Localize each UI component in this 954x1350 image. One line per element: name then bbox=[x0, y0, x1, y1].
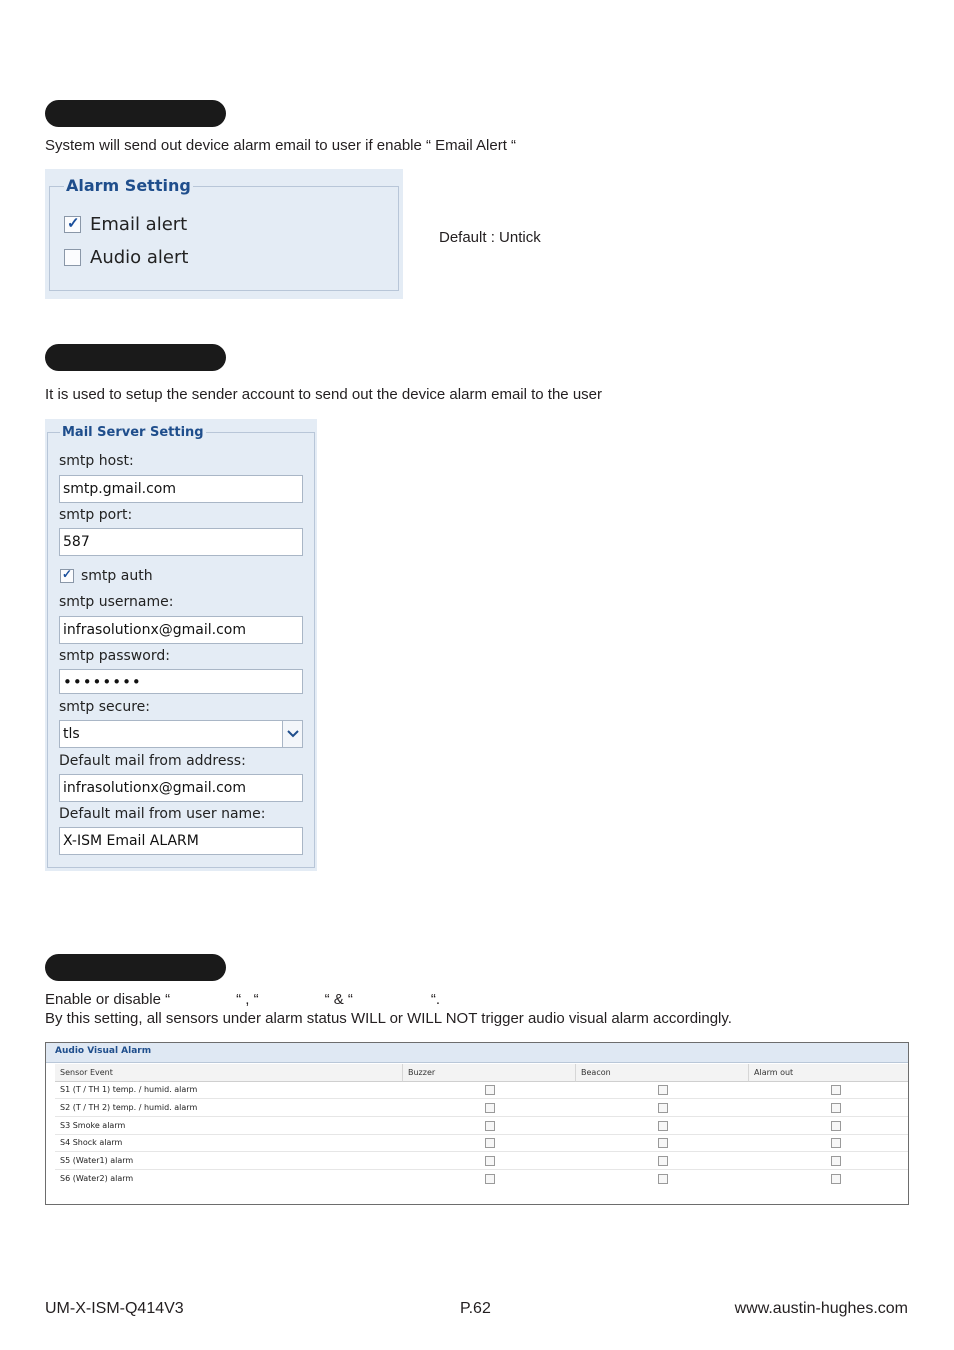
alarm-out-checkbox[interactable] bbox=[831, 1156, 841, 1166]
table-row bbox=[55, 1134, 908, 1152]
from-address-label: Default mail from address: bbox=[59, 753, 246, 769]
sensor-event-label: S5 (Water1) alarm bbox=[60, 1156, 134, 1165]
smtp-auth-label: smtp auth bbox=[81, 568, 153, 584]
alarm-description: System will send out device alarm email to user if enable “ Email Alert “ bbox=[45, 137, 517, 154]
alarm-setting-panel bbox=[45, 169, 403, 299]
alarm-out-checkbox[interactable] bbox=[831, 1174, 841, 1184]
buzzer-checkbox[interactable] bbox=[485, 1085, 495, 1095]
beacon-checkbox[interactable] bbox=[658, 1156, 668, 1166]
alarm-out-checkbox[interactable] bbox=[831, 1138, 841, 1148]
default-untick-note: Default : Untick bbox=[439, 229, 541, 246]
smtp-host-label: smtp host: bbox=[59, 453, 134, 469]
av-line-1-part-c: “ & “ bbox=[324, 991, 353, 1008]
mail-server-legend: Mail Server Setting bbox=[62, 425, 204, 440]
email-alert-label: Email alert bbox=[90, 214, 188, 235]
from-name-input[interactable]: X-ISM Email ALARM bbox=[59, 827, 303, 855]
alarm-out-checkbox[interactable] bbox=[831, 1121, 841, 1131]
footer-page-number: P.62 bbox=[460, 1300, 491, 1317]
av-line-1 bbox=[45, 990, 440, 1010]
from-name-label: Default mail from user name: bbox=[59, 806, 266, 822]
mail-description: It is used to setup the sender account to send out the device alarm email to the user bbox=[45, 386, 602, 403]
footer-website: www.austin-hughes.com bbox=[734, 1300, 908, 1317]
table-row bbox=[55, 1117, 908, 1135]
sensor-event-label: S4 Shock alarm bbox=[60, 1138, 123, 1147]
smtp-secure-dropdown-button[interactable] bbox=[282, 720, 303, 748]
alarm-setting-fieldset bbox=[49, 186, 399, 291]
buzzer-checkbox[interactable] bbox=[485, 1121, 495, 1131]
email-alert-checkbox[interactable] bbox=[64, 216, 81, 233]
beacon-checkbox[interactable] bbox=[658, 1138, 668, 1148]
audio-visual-alarm-table bbox=[45, 1042, 909, 1205]
smtp-username-input[interactable]: infrasolutionx@gmail.com bbox=[59, 616, 303, 644]
sensor-event-label: S2 (T / TH 2) temp. / humid. alarm bbox=[60, 1103, 198, 1112]
alarm-out-checkbox[interactable] bbox=[831, 1103, 841, 1113]
table-row bbox=[55, 1081, 908, 1099]
buzzer-checkbox[interactable] bbox=[485, 1138, 495, 1148]
av-header-buzzer: Buzzer bbox=[403, 1064, 576, 1082]
av-header-beacon: Beacon bbox=[576, 1064, 749, 1082]
chevron-down-icon bbox=[287, 730, 299, 738]
smtp-username-label: smtp username: bbox=[59, 594, 174, 610]
smtp-host-input[interactable]: smtp.gmail.com bbox=[59, 475, 303, 503]
beacon-checkbox[interactable] bbox=[658, 1121, 668, 1131]
smtp-secure-select[interactable]: tls bbox=[59, 720, 283, 748]
beacon-checkbox[interactable] bbox=[658, 1085, 668, 1095]
beacon-checkbox[interactable] bbox=[658, 1103, 668, 1113]
smtp-password-label: smtp password: bbox=[59, 648, 170, 664]
av-table-title: Audio Visual Alarm bbox=[46, 1043, 908, 1063]
table-row bbox=[55, 1170, 908, 1188]
smtp-port-input[interactable]: 587 bbox=[59, 528, 303, 556]
beacon-checkbox[interactable] bbox=[658, 1174, 668, 1184]
smtp-auth-checkbox[interactable] bbox=[60, 569, 74, 583]
smtp-secure-label: smtp secure: bbox=[59, 699, 151, 715]
sensor-event-label: S6 (Water2) alarm bbox=[60, 1174, 134, 1183]
av-header-sensor-event: Sensor Event bbox=[55, 1064, 403, 1082]
table-row bbox=[55, 1099, 908, 1117]
sensor-event-label: S1 (T / TH 1) temp. / humid. alarm bbox=[60, 1085, 198, 1094]
av-line-2: By this setting, all sensors under alarm status WILL or WILL NOT trigger audio visual alarm accordingly. bbox=[45, 1010, 732, 1027]
audio-alert-label: Audio alert bbox=[90, 247, 189, 268]
buzzer-checkbox[interactable] bbox=[485, 1174, 495, 1184]
section-heading-pill-alarm bbox=[45, 100, 226, 127]
smtp-port-label: smtp port: bbox=[59, 507, 133, 523]
av-line-1-part-d: “. bbox=[430, 991, 441, 1008]
sensor-event-label: S3 Smoke alarm bbox=[60, 1121, 126, 1130]
table-row bbox=[55, 1152, 908, 1170]
section-heading-pill-mail bbox=[45, 344, 226, 371]
alarm-out-checkbox[interactable] bbox=[831, 1085, 841, 1095]
alarm-setting-legend: Alarm Setting bbox=[66, 176, 191, 195]
from-address-input[interactable]: infrasolutionx@gmail.com bbox=[59, 774, 303, 802]
av-header-alarm-out: Alarm out bbox=[749, 1064, 908, 1082]
buzzer-checkbox[interactable] bbox=[485, 1103, 495, 1113]
section-heading-pill-av bbox=[45, 954, 226, 981]
av-line-1-part-b: “ , “ bbox=[236, 991, 259, 1008]
audio-alert-checkbox[interactable] bbox=[64, 249, 81, 266]
buzzer-checkbox[interactable] bbox=[485, 1156, 495, 1166]
smtp-password-input[interactable]: •••••••• bbox=[59, 669, 303, 694]
av-line-1-part-a: Enable or disable “ bbox=[45, 991, 171, 1008]
footer-doc-id: UM-X-ISM-Q414V3 bbox=[45, 1300, 184, 1317]
